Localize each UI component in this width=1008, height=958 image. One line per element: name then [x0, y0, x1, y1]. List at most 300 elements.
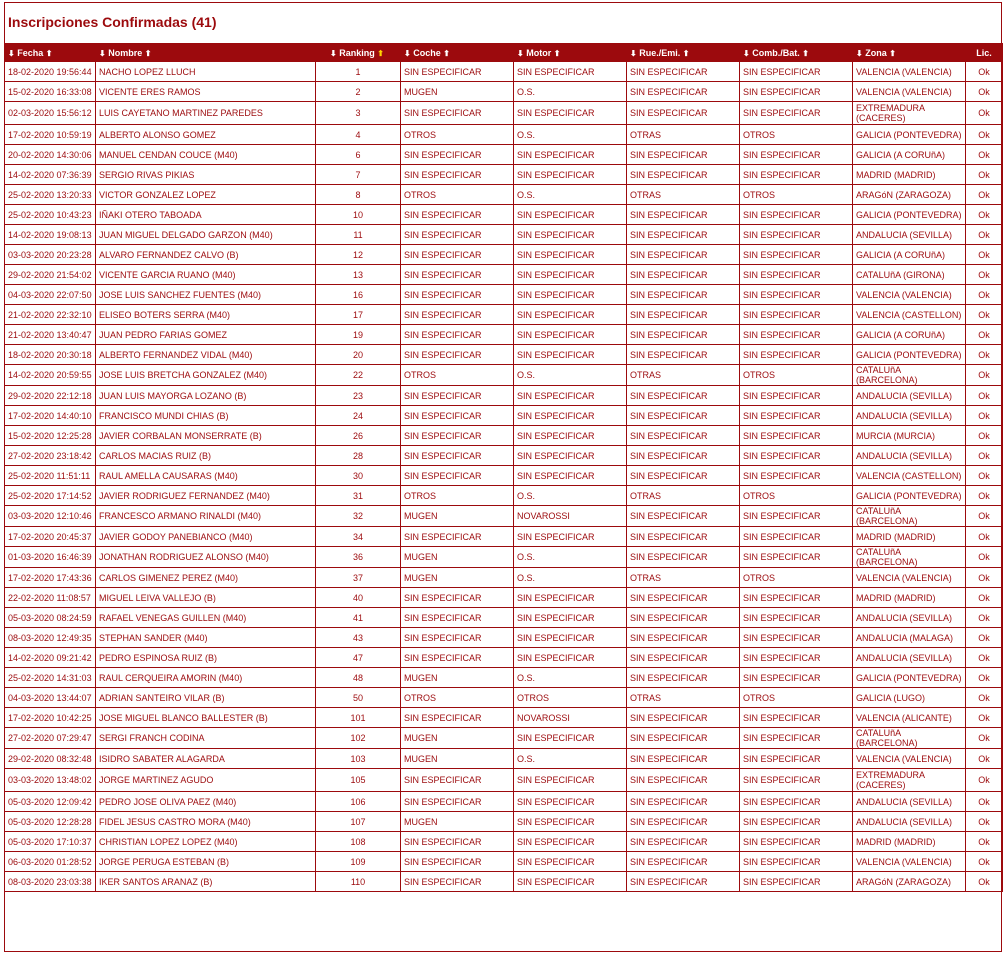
table-row [5, 125, 1003, 145]
cell-coche: OTROS [401, 365, 514, 386]
inscriptions-table [4, 43, 1003, 892]
cell-ranking: 22 [316, 365, 401, 386]
sort-desc-icon[interactable]: ⬇ [856, 48, 863, 58]
cell-coche: SIN ESPECIFICAR [401, 628, 514, 648]
header-comb[interactable] [740, 44, 853, 62]
cell-coche: SIN ESPECIFICAR [401, 345, 514, 365]
cell-motor: O.S. [514, 668, 627, 688]
sort-asc-icon[interactable]: ⬆ [144, 48, 152, 58]
cell-zona: VALENCIA (VALENCIA) [853, 568, 966, 588]
cell-motor: SIN ESPECIFICAR [514, 265, 627, 285]
cell-rue: SIN ESPECIFICAR [627, 588, 740, 608]
cell-ranking: 4 [316, 125, 401, 145]
table-row [5, 466, 1003, 486]
cell-motor: SIN ESPECIFICAR [514, 446, 627, 466]
cell-coche: MUGEN [401, 506, 514, 527]
cell-lic: Ok [966, 608, 1003, 628]
table-row [5, 265, 1003, 285]
table-row [5, 185, 1003, 205]
cell-ranking: 101 [316, 708, 401, 728]
cell-ranking: 20 [316, 345, 401, 365]
cell-coche: OTROS [401, 125, 514, 145]
cell-motor: SIN ESPECIFICAR [514, 285, 627, 305]
cell-comb: SIN ESPECIFICAR [740, 872, 853, 892]
cell-nombre: IÑAKI OTERO TABOADA [96, 205, 316, 225]
cell-comb: SIN ESPECIFICAR [740, 812, 853, 832]
table-row [5, 82, 1003, 102]
cell-fecha: 18-02-2020 20:30:18 [5, 345, 96, 365]
table-row [5, 406, 1003, 426]
cell-coche: OTROS [401, 486, 514, 506]
cell-fecha: 05-03-2020 12:09:42 [5, 792, 96, 812]
cell-nombre: PEDRO ESPINOSA RUIZ (B) [96, 648, 316, 668]
cell-fecha: 21-02-2020 22:32:10 [5, 305, 96, 325]
table-header [5, 44, 1003, 62]
cell-coche: MUGEN [401, 668, 514, 688]
cell-comb: SIN ESPECIFICAR [740, 608, 853, 628]
cell-motor: NOVAROSSI [514, 506, 627, 527]
cell-rue: SIN ESPECIFICAR [627, 506, 740, 527]
cell-motor: O.S. [514, 568, 627, 588]
cell-motor: SIN ESPECIFICAR [514, 728, 627, 749]
cell-rue: SIN ESPECIFICAR [627, 426, 740, 446]
cell-motor: SIN ESPECIFICAR [514, 608, 627, 628]
cell-comb: SIN ESPECIFICAR [740, 728, 853, 749]
cell-zona: ARAGóN (ZARAGOZA) [853, 185, 966, 205]
sort-asc-icon[interactable]: ⬆ [802, 48, 809, 58]
header-fecha[interactable] [5, 44, 96, 62]
cell-zona: VALENCIA (VALENCIA) [853, 285, 966, 305]
table-row [5, 872, 1003, 892]
cell-zona: GALICIA (PONTEVEDRA) [853, 345, 966, 365]
table-row [5, 345, 1003, 365]
cell-lic: Ok [966, 165, 1003, 185]
header-ranking[interactable] [316, 44, 401, 62]
sort-asc-icon[interactable]: ⬆ [682, 48, 690, 58]
sort-desc-icon[interactable]: ⬇ [330, 48, 337, 58]
cell-ranking: 6 [316, 145, 401, 165]
header-nombre[interactable] [96, 44, 316, 62]
cell-coche: SIN ESPECIFICAR [401, 792, 514, 812]
cell-lic: Ok [966, 205, 1003, 225]
cell-fecha: 25-02-2020 14:31:03 [5, 668, 96, 688]
cell-lic: Ok [966, 82, 1003, 102]
cell-motor: SIN ESPECIFICAR [514, 225, 627, 245]
header-rue[interactable] [627, 44, 740, 62]
cell-rue: SIN ESPECIFICAR [627, 245, 740, 265]
cell-comb: SIN ESPECIFICAR [740, 386, 853, 406]
cell-ranking: 50 [316, 688, 401, 708]
cell-fecha: 25-02-2020 11:51:11 [5, 466, 96, 486]
cell-ranking: 110 [316, 872, 401, 892]
cell-comb: SIN ESPECIFICAR [740, 82, 853, 102]
cell-ranking: 1 [316, 62, 401, 82]
header-label: Coche [413, 47, 441, 58]
cell-comb: SIN ESPECIFICAR [740, 588, 853, 608]
cell-coche: MUGEN [401, 728, 514, 749]
cell-rue: SIN ESPECIFICAR [627, 345, 740, 365]
cell-coche: SIN ESPECIFICAR [401, 145, 514, 165]
cell-zona: GALICIA (A CORUñA) [853, 145, 966, 165]
table-row [5, 769, 1003, 792]
cell-zona: ANDALUCIA (SEVILLA) [853, 446, 966, 466]
cell-motor: SIN ESPECIFICAR [514, 792, 627, 812]
cell-ranking: 10 [316, 205, 401, 225]
cell-rue: OTRAS [627, 125, 740, 145]
cell-lic: Ok [966, 285, 1003, 305]
cell-nombre: RAUL AMELLA CAUSARAS (M40) [96, 466, 316, 486]
cell-nombre: JORGE MARTINEZ AGUDO [96, 769, 316, 792]
cell-ranking: 105 [316, 769, 401, 792]
cell-nombre: ALBERTO ALONSO GOMEZ [96, 125, 316, 145]
cell-lic: Ok [966, 792, 1003, 812]
cell-coche: SIN ESPECIFICAR [401, 285, 514, 305]
cell-coche: SIN ESPECIFICAR [401, 426, 514, 446]
cell-coche: SIN ESPECIFICAR [401, 62, 514, 82]
cell-motor: SIN ESPECIFICAR [514, 205, 627, 225]
cell-lic: Ok [966, 245, 1003, 265]
cell-nombre: MIGUEL LEIVA VALLEJO (B) [96, 588, 316, 608]
cell-coche: SIN ESPECIFICAR [401, 588, 514, 608]
cell-comb: SIN ESPECIFICAR [740, 305, 853, 325]
table-row [5, 688, 1003, 708]
cell-nombre: IKER SANTOS ARANAZ (B) [96, 872, 316, 892]
cell-zona: GALICIA (PONTEVEDRA) [853, 668, 966, 688]
cell-zona: MADRID (MADRID) [853, 527, 966, 547]
cell-zona: VALENCIA (VALENCIA) [853, 62, 966, 82]
cell-nombre: JUAN MIGUEL DELGADO GARZON (M40) [96, 225, 316, 245]
header-label: Lic. [976, 47, 992, 58]
cell-coche: SIN ESPECIFICAR [401, 608, 514, 628]
sort-asc-icon[interactable]: ⬆ [553, 48, 561, 58]
cell-comb: OTROS [740, 185, 853, 205]
sort-desc-icon[interactable]: ⬇ [743, 48, 750, 58]
cell-zona: ANDALUCIA (SEVILLA) [853, 648, 966, 668]
cell-fecha: 05-03-2020 17:10:37 [5, 832, 96, 852]
cell-nombre: RAUL CERQUEIRA AMORIN (M40) [96, 668, 316, 688]
sort-asc-icon[interactable]: ⬆ [889, 48, 896, 58]
cell-zona: GALICIA (PONTEVEDRA) [853, 125, 966, 145]
cell-fecha: 03-03-2020 12:10:46 [5, 506, 96, 527]
cell-coche: SIN ESPECIFICAR [401, 466, 514, 486]
header-label: Zona [865, 47, 887, 58]
cell-fecha: 25-02-2020 10:43:23 [5, 205, 96, 225]
cell-fecha: 20-02-2020 14:30:06 [5, 145, 96, 165]
cell-lic: Ok [966, 688, 1003, 708]
table-row [5, 365, 1003, 386]
cell-rue: SIN ESPECIFICAR [627, 628, 740, 648]
cell-zona: MADRID (MADRID) [853, 832, 966, 852]
cell-coche: SIN ESPECIFICAR [401, 872, 514, 892]
cell-lic: Ok [966, 426, 1003, 446]
cell-rue: OTRAS [627, 365, 740, 386]
cell-fecha: 14-02-2020 20:59:55 [5, 365, 96, 386]
cell-motor: SIN ESPECIFICAR [514, 769, 627, 792]
cell-ranking: 28 [316, 446, 401, 466]
cell-zona: CATALUñA (BARCELONA) [853, 365, 966, 386]
cell-comb: SIN ESPECIFICAR [740, 225, 853, 245]
cell-lic: Ok [966, 648, 1003, 668]
cell-nombre: JOSE LUIS SANCHEZ FUENTES (M40) [96, 285, 316, 305]
cell-fecha: 15-02-2020 12:25:28 [5, 426, 96, 446]
cell-coche: MUGEN [401, 749, 514, 769]
cell-zona: ANDALUCIA (SEVILLA) [853, 406, 966, 426]
cell-rue: SIN ESPECIFICAR [627, 82, 740, 102]
cell-nombre: ADRIAN SANTEIRO VILAR (B) [96, 688, 316, 708]
cell-fecha: 29-02-2020 21:54:02 [5, 265, 96, 285]
cell-motor: O.S. [514, 547, 627, 568]
cell-zona: VALENCIA (VALENCIA) [853, 749, 966, 769]
cell-coche: SIN ESPECIFICAR [401, 708, 514, 728]
cell-ranking: 109 [316, 852, 401, 872]
cell-zona: VALENCIA (CASTELLON) [853, 466, 966, 486]
cell-fecha: 27-02-2020 07:29:47 [5, 728, 96, 749]
table-row [5, 205, 1003, 225]
cell-rue: SIN ESPECIFICAR [627, 406, 740, 426]
cell-motor: SIN ESPECIFICAR [514, 426, 627, 446]
cell-zona: MURCIA (MURCIA) [853, 426, 966, 446]
cell-fecha: 17-02-2020 10:59:19 [5, 125, 96, 145]
cell-nombre: ELISEO BOTERS SERRA (M40) [96, 305, 316, 325]
sort-asc-icon[interactable]: ⬆ [377, 48, 384, 58]
cell-motor: O.S. [514, 486, 627, 506]
cell-nombre: STEPHAN SANDER (M40) [96, 628, 316, 648]
cell-lic: Ok [966, 728, 1003, 749]
table-row [5, 668, 1003, 688]
cell-ranking: 43 [316, 628, 401, 648]
cell-rue: OTRAS [627, 486, 740, 506]
table-row [5, 285, 1003, 305]
cell-nombre: SERGI FRANCH CODINA [96, 728, 316, 749]
cell-comb: OTROS [740, 688, 853, 708]
cell-ranking: 17 [316, 305, 401, 325]
cell-ranking: 3 [316, 102, 401, 125]
table-row [5, 386, 1003, 406]
header-zona[interactable] [853, 44, 966, 62]
header-lic [966, 44, 1003, 62]
cell-fecha: 02-03-2020 15:56:12 [5, 102, 96, 125]
table-row [5, 568, 1003, 588]
sort-desc-icon[interactable]: ⬇ [8, 48, 15, 58]
cell-motor: SIN ESPECIFICAR [514, 62, 627, 82]
table-row [5, 446, 1003, 466]
cell-zona: GALICIA (PONTEVEDRA) [853, 205, 966, 225]
cell-rue: SIN ESPECIFICAR [627, 466, 740, 486]
cell-zona: GALICIA (A CORUñA) [853, 245, 966, 265]
cell-ranking: 108 [316, 832, 401, 852]
cell-zona: ANDALUCIA (SEVILLA) [853, 792, 966, 812]
cell-rue: SIN ESPECIFICAR [627, 62, 740, 82]
cell-nombre: VICENTE GARCIA RUANO (M40) [96, 265, 316, 285]
sort-asc-icon[interactable]: ⬆ [443, 48, 450, 58]
cell-nombre: ALVARO FERNANDEZ CALVO (B) [96, 245, 316, 265]
cell-rue: SIN ESPECIFICAR [627, 769, 740, 792]
cell-zona: VALENCIA (VALENCIA) [853, 852, 966, 872]
table-row [5, 527, 1003, 547]
cell-ranking: 107 [316, 812, 401, 832]
cell-zona: GALICIA (A CORUñA) [853, 325, 966, 345]
cell-fecha: 14-02-2020 19:08:13 [5, 225, 96, 245]
cell-motor: O.S. [514, 749, 627, 769]
cell-motor: SIN ESPECIFICAR [514, 628, 627, 648]
cell-coche: SIN ESPECIFICAR [401, 165, 514, 185]
cell-ranking: 37 [316, 568, 401, 588]
table-row [5, 812, 1003, 832]
cell-comb: SIN ESPECIFICAR [740, 792, 853, 812]
cell-ranking: 7 [316, 165, 401, 185]
cell-lic: Ok [966, 325, 1003, 345]
cell-motor: SIN ESPECIFICAR [514, 102, 627, 125]
cell-zona: EXTREMADURA (CACERES) [853, 769, 966, 792]
table-row [5, 102, 1003, 125]
cell-motor: SIN ESPECIFICAR [514, 872, 627, 892]
cell-rue: SIN ESPECIFICAR [627, 648, 740, 668]
cell-nombre: JAVIER GODOY PANEBIANCO (M40) [96, 527, 316, 547]
table-row [5, 426, 1003, 446]
cell-fecha: 17-02-2020 10:42:25 [5, 708, 96, 728]
sort-asc-icon[interactable]: ⬆ [45, 48, 53, 58]
cell-zona: ARAGóN (ZARAGOZA) [853, 872, 966, 892]
cell-lic: Ok [966, 628, 1003, 648]
cell-comb: OTROS [740, 365, 853, 386]
cell-lic: Ok [966, 812, 1003, 832]
cell-rue: SIN ESPECIFICAR [627, 832, 740, 852]
sort-desc-icon[interactable]: ⬇ [517, 48, 524, 58]
cell-lic: Ok [966, 668, 1003, 688]
cell-comb: SIN ESPECIFICAR [740, 102, 853, 125]
table-row [5, 608, 1003, 628]
cell-nombre: FRANCESCO ARMANO RINALDI (M40) [96, 506, 316, 527]
cell-lic: Ok [966, 852, 1003, 872]
sort-desc-icon[interactable]: ⬇ [404, 48, 411, 58]
cell-nombre: JUAN PEDRO FARIAS GOMEZ [96, 325, 316, 345]
cell-ranking: 41 [316, 608, 401, 628]
cell-comb: OTROS [740, 486, 853, 506]
cell-ranking: 48 [316, 668, 401, 688]
cell-lic: Ok [966, 125, 1003, 145]
cell-motor: SIN ESPECIFICAR [514, 305, 627, 325]
table-row [5, 486, 1003, 506]
sort-desc-icon[interactable]: ⬇ [99, 48, 106, 58]
cell-nombre: ISIDRO SABATER ALAGARDA [96, 749, 316, 769]
cell-fecha: 14-02-2020 09:21:42 [5, 648, 96, 668]
cell-rue: SIN ESPECIFICAR [627, 668, 740, 688]
cell-lic: Ok [966, 102, 1003, 125]
cell-zona: VALENCIA (ALICANTE) [853, 708, 966, 728]
cell-motor: O.S. [514, 82, 627, 102]
cell-fecha: 08-03-2020 12:49:35 [5, 628, 96, 648]
cell-ranking: 47 [316, 648, 401, 668]
cell-rue: SIN ESPECIFICAR [627, 386, 740, 406]
cell-rue: SIN ESPECIFICAR [627, 728, 740, 749]
cell-nombre: JAVIER CORBALAN MONSERRATE (B) [96, 426, 316, 446]
header-coche[interactable] [401, 44, 514, 62]
cell-fecha: 04-03-2020 13:44:07 [5, 688, 96, 708]
cell-nombre: NACHO LOPEZ LLUCH [96, 62, 316, 82]
cell-comb: SIN ESPECIFICAR [740, 832, 853, 852]
table-row [5, 62, 1003, 82]
cell-coche: MUGEN [401, 568, 514, 588]
cell-rue: SIN ESPECIFICAR [627, 852, 740, 872]
cell-comb: SIN ESPECIFICAR [740, 852, 853, 872]
cell-zona: ANDALUCIA (MALAGA) [853, 628, 966, 648]
cell-lic: Ok [966, 708, 1003, 728]
cell-comb: SIN ESPECIFICAR [740, 648, 853, 668]
table-row [5, 165, 1003, 185]
table-row [5, 708, 1003, 728]
cell-lic: Ok [966, 265, 1003, 285]
cell-fecha: 18-02-2020 19:56:44 [5, 62, 96, 82]
cell-rue: OTRAS [627, 688, 740, 708]
cell-lic: Ok [966, 568, 1003, 588]
cell-coche: SIN ESPECIFICAR [401, 245, 514, 265]
cell-ranking: 36 [316, 547, 401, 568]
cell-coche: SIN ESPECIFICAR [401, 527, 514, 547]
cell-lic: Ok [966, 527, 1003, 547]
table-body [5, 62, 1003, 892]
cell-rue: SIN ESPECIFICAR [627, 205, 740, 225]
cell-comb: OTROS [740, 125, 853, 145]
cell-ranking: 8 [316, 185, 401, 205]
cell-rue: SIN ESPECIFICAR [627, 872, 740, 892]
cell-motor: SIN ESPECIFICAR [514, 812, 627, 832]
cell-rue: SIN ESPECIFICAR [627, 749, 740, 769]
cell-nombre: CARLOS MACIAS RUIZ (B) [96, 446, 316, 466]
cell-coche: SIN ESPECIFICAR [401, 386, 514, 406]
cell-rue: SIN ESPECIFICAR [627, 102, 740, 125]
sort-desc-icon[interactable]: ⬇ [630, 48, 637, 58]
cell-nombre: ALBERTO FERNANDEZ VIDAL (M40) [96, 345, 316, 365]
cell-ranking: 19 [316, 325, 401, 345]
cell-lic: Ok [966, 145, 1003, 165]
cell-coche: SIN ESPECIFICAR [401, 769, 514, 792]
cell-ranking: 12 [316, 245, 401, 265]
header-label: Comb./Bat. [752, 47, 800, 58]
cell-rue: SIN ESPECIFICAR [627, 792, 740, 812]
cell-nombre: JUAN LUIS MAYORGA LOZANO (B) [96, 386, 316, 406]
header-label: Rue./Emi. [639, 47, 681, 58]
cell-motor: SIN ESPECIFICAR [514, 145, 627, 165]
cell-lic: Ok [966, 406, 1003, 426]
cell-rue: SIN ESPECIFICAR [627, 165, 740, 185]
cell-comb: SIN ESPECIFICAR [740, 285, 853, 305]
cell-coche: OTROS [401, 688, 514, 708]
cell-nombre: FRANCISCO MUNDI CHIAS (B) [96, 406, 316, 426]
cell-coche: SIN ESPECIFICAR [401, 305, 514, 325]
cell-coche: SIN ESPECIFICAR [401, 832, 514, 852]
cell-nombre: SERGIO RIVAS PIKIAS [96, 165, 316, 185]
table-row [5, 547, 1003, 568]
table-row [5, 145, 1003, 165]
cell-nombre: MANUEL CENDAN COUCE (M40) [96, 145, 316, 165]
cell-motor: SIN ESPECIFICAR [514, 527, 627, 547]
cell-motor: O.S. [514, 365, 627, 386]
cell-zona: EXTREMADURA (CACERES) [853, 102, 966, 125]
cell-nombre: RAFAEL VENEGAS GUILLEN (M40) [96, 608, 316, 628]
cell-motor: SIN ESPECIFICAR [514, 386, 627, 406]
cell-coche: SIN ESPECIFICAR [401, 648, 514, 668]
cell-comb: SIN ESPECIFICAR [740, 265, 853, 285]
cell-ranking: 40 [316, 588, 401, 608]
cell-fecha: 15-02-2020 16:33:08 [5, 82, 96, 102]
cell-fecha: 05-03-2020 12:28:28 [5, 812, 96, 832]
table-row [5, 792, 1003, 812]
cell-ranking: 102 [316, 728, 401, 749]
cell-rue: OTRAS [627, 568, 740, 588]
header-motor[interactable] [514, 44, 627, 62]
cell-nombre: VICTOR GONZALEZ LOPEZ [96, 185, 316, 205]
cell-motor: O.S. [514, 125, 627, 145]
